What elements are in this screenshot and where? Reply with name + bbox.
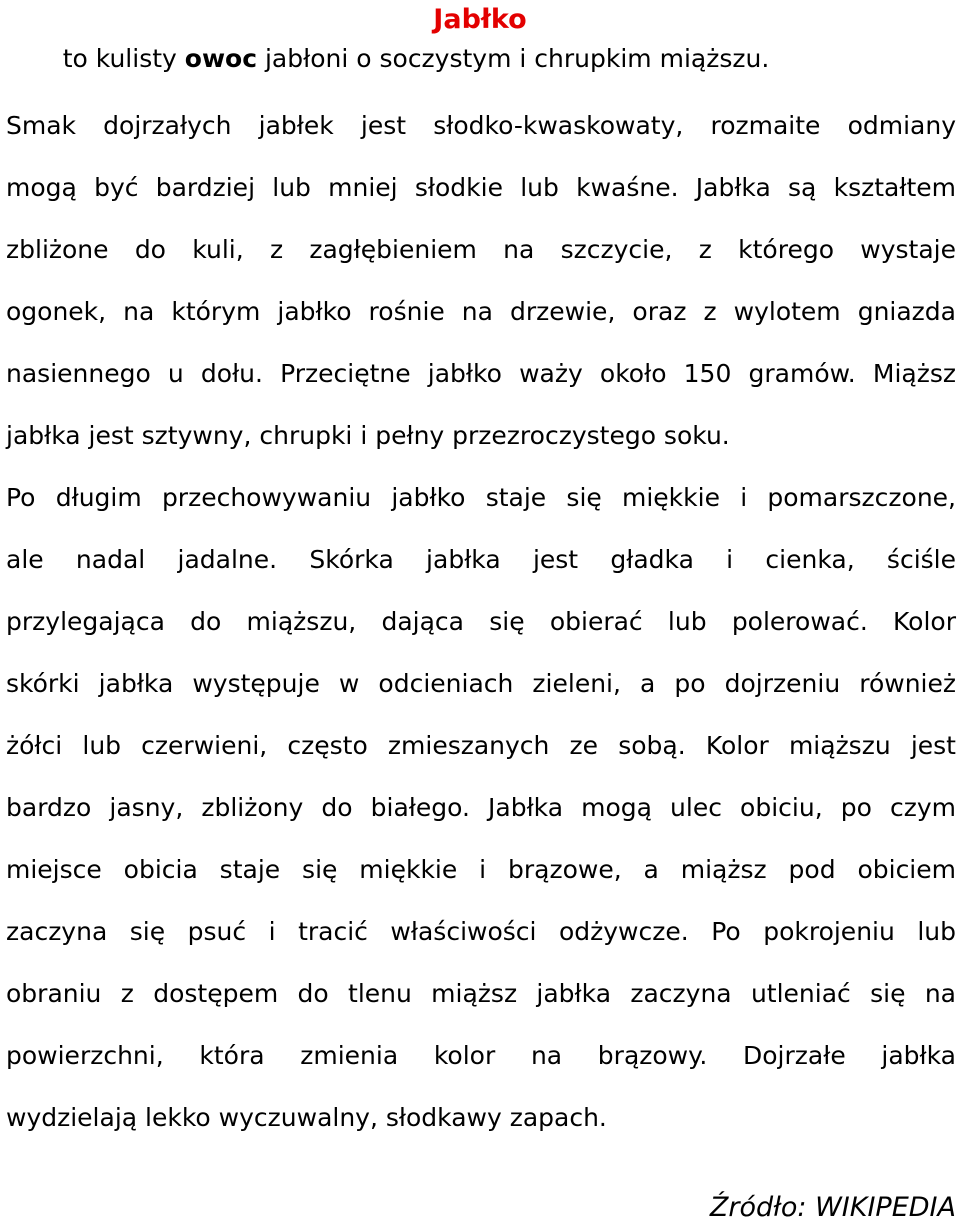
text-line: powierzchni, która zmienia kolor na brązowy. Dojrzałe jabłka <box>6 1041 956 1070</box>
text-line: wydzielają lekko wyczuwalny, słodkawy zapach. <box>6 1103 607 1132</box>
text-line: zbliżone do kuli, z zagłębieniem na szczycie, z którego wystaje <box>6 235 956 264</box>
text-line: bardzo jasny, zbliżony do białego. Jabłka mogą ulec obiciu, po czym <box>6 793 956 822</box>
text-line: Po długim przechowywaniu jabłko staje się miękkie i pomarszczone, <box>6 483 956 512</box>
body-paragraph <box>6 95 956 1149</box>
source-citation: Źródło: WIKIPEDIA <box>709 1192 956 1223</box>
text-line: jabłka jest sztywny, chrupki i pełny przezroczystego soku. <box>6 421 730 450</box>
text-line: ale nadal jadalne. Skórka jabłka jest gładka i cienka, ściśle <box>6 545 956 574</box>
text-line: skórki jabłka występuje w odcieniach zieleni, a po dojrzeniu również <box>6 669 956 698</box>
text-line: nasiennego u dołu. Przeciętne jabłko waży około 150 gramów. Miąższ <box>6 359 956 388</box>
intro-bold-word: owoc <box>184 44 258 73</box>
document-title: Jabłko <box>433 4 527 35</box>
text-line: miejsce obicia staje się miękkie i brązowe, a miąższ pod obiciem <box>6 855 956 884</box>
intro-line <box>0 41 832 77</box>
intro-text-after: jabłoni o soczystym i chrupkim miąższu. <box>257 44 770 73</box>
text-line: zaczyna się psuć i tracić właściwości odżywcze. Po pokrojeniu lub <box>6 917 956 946</box>
text-line: obraniu z dostępem do tlenu miąższ jabłka zaczyna utleniać się na <box>6 979 956 1008</box>
text-line: Smak dojrzałych jabłek jest słodko-kwaskowaty, rozmaite odmiany <box>6 111 956 140</box>
text-line: ogonek, na którym jabłko rośnie na drzewie, oraz z wylotem gniazda <box>6 297 956 326</box>
intro-text-before: to kulisty <box>62 44 185 73</box>
text-line: mogą być bardziej lub mniej słodkie lub kwaśne. Jabłka są kształtem <box>6 173 956 202</box>
text-line: przylegająca do miąższu, dająca się obierać lub polerować. Kolor <box>6 607 956 636</box>
text-line: żółci lub czerwieni, często zmieszanych ze sobą. Kolor miąższu jest <box>6 731 956 760</box>
